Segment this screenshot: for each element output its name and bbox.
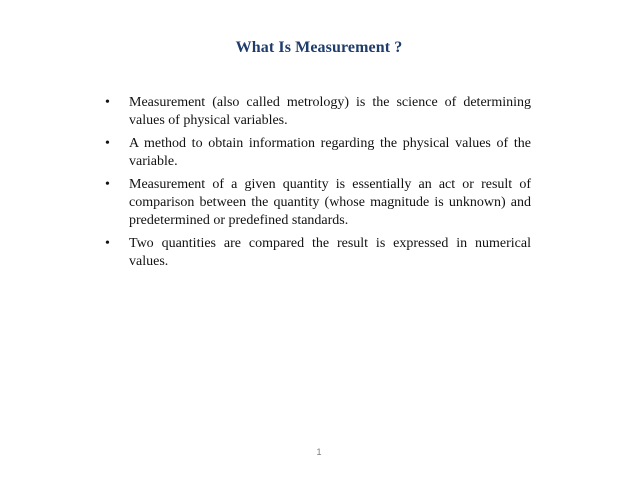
bullet-item-2 bbox=[105, 135, 531, 171]
bullet-marker: • bbox=[105, 236, 110, 251]
page-number: 1 bbox=[316, 447, 322, 457]
bullet-item-3 bbox=[105, 176, 531, 230]
slide-title: What Is Measurement ? bbox=[235, 39, 403, 56]
bullet-item-1 bbox=[105, 94, 531, 130]
bullet-marker: • bbox=[105, 95, 110, 110]
bullet-marker: • bbox=[105, 136, 110, 151]
bullet-list bbox=[105, 94, 531, 276]
bullet-text: A method to obtain information regarding the physical values of the variable. bbox=[129, 136, 531, 169]
bullet-text: Two quantities are compared the result is expressed in numerical values. bbox=[129, 236, 531, 269]
bullet-item-4 bbox=[105, 235, 531, 271]
bullet-text: Measurement of a given quantity is essentially an act or result of comparison between the quantity (whose magnitude is unknown) and predetermined or predefined standards. bbox=[129, 177, 531, 228]
bullet-marker: • bbox=[105, 177, 110, 192]
bullet-text: Measurement (also called metrology) is the science of determining values of physical variables. bbox=[129, 95, 531, 128]
